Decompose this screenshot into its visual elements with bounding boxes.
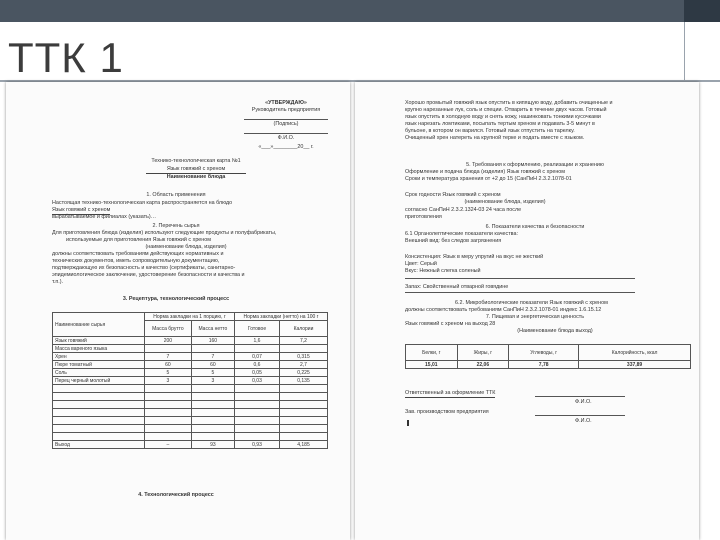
responsible-fio: Ф.И.О.	[575, 399, 592, 405]
table-cell	[235, 385, 280, 393]
section6-line: Консистенция: Язык в меру упругий на вкус не жесткий	[405, 254, 544, 260]
approve-role: Руководитель предприятия	[251, 107, 321, 113]
table-row	[53, 441, 328, 449]
table-cell	[53, 409, 145, 417]
table-cell	[191, 401, 234, 409]
table-header: Норма закладки (нетто) на 100 г	[235, 313, 328, 321]
table-cell	[279, 345, 327, 353]
document-page-right	[355, 82, 699, 540]
table-cell: 3	[145, 377, 192, 385]
section7-title: 7. Пищевая и энергетическая ценность	[485, 314, 585, 320]
table-cell	[279, 433, 327, 441]
table-cell: 0,07	[235, 353, 280, 361]
nutrition-table	[405, 344, 691, 369]
section1-line: Настоящая технико-технологическая карта распространяется на блюдо	[52, 200, 233, 206]
section1-line: Язык говяжий с хреном	[52, 207, 111, 213]
table-cell	[145, 433, 192, 441]
table-cell	[279, 425, 327, 433]
table-cell	[53, 425, 145, 433]
nutrition-header: Белки, г	[406, 345, 458, 361]
signature-line	[244, 119, 328, 120]
nutrition-header: Калорийность, ккал	[579, 345, 691, 361]
table-header: Готовое	[235, 321, 280, 337]
text-cursor-mark	[407, 420, 409, 426]
table-cell	[235, 393, 280, 401]
section6-line: Цвет: Серый	[405, 261, 437, 267]
table-cell: 0,135	[279, 377, 327, 385]
table-cell	[191, 425, 234, 433]
signature-line	[535, 415, 625, 416]
section2-line: Для приготовления блюда (изделия) используют следующие продукты и полуфабрикаты,	[52, 230, 277, 236]
section2-line: т.п.).	[52, 279, 64, 285]
table-cell: 4,185	[279, 441, 327, 449]
table-cell	[53, 433, 145, 441]
dish-name: Язык говяжий с хреном	[146, 166, 246, 174]
table-row	[53, 361, 328, 369]
table-cell: 3	[191, 377, 234, 385]
section7-line: (Наименование блюда выход)	[517, 328, 593, 334]
section2-line: должны соответствовать требованиям действующих нормативных и	[52, 251, 224, 257]
section1-line: вырабатываемое и филиалах (указать)…	[52, 214, 157, 220]
table-cell	[53, 393, 145, 401]
table-cell	[235, 345, 280, 353]
signature-line	[535, 396, 625, 397]
table-cell: 1,6	[235, 337, 280, 345]
nutrition-value: 337,89	[579, 361, 691, 369]
table-cell: 160	[191, 337, 234, 345]
table-cell: Соль	[53, 369, 145, 377]
table-header: Наименование сырья	[53, 313, 145, 337]
nutrition-value: 15,01	[406, 361, 458, 369]
section5-line: согласно СанПиН 2.3.2.1324-03 24 часа после	[405, 207, 522, 213]
table-cell	[235, 409, 280, 417]
microbiology-line: должны соответствовать требованиям СанПиН 2.3.2.1078-01 индекс 1.6.15.12	[405, 307, 602, 313]
table-cell	[145, 425, 192, 433]
manager-label: Зав. производством предприятия	[405, 409, 489, 415]
approve-date: «___»________20__ г.	[258, 144, 314, 150]
table-cell	[53, 385, 145, 393]
table-cell	[191, 393, 234, 401]
table-cell	[279, 409, 327, 417]
table-cell	[191, 385, 234, 393]
table-row	[53, 417, 328, 425]
table-row	[53, 433, 328, 441]
table-cell	[145, 417, 192, 425]
table-row	[53, 369, 328, 377]
nutrition-header: Углеводы, г	[509, 345, 579, 361]
nutrition-value: 22,06	[457, 361, 509, 369]
table-cell	[145, 393, 192, 401]
table-cell: 0,6	[235, 361, 280, 369]
table-cell	[145, 409, 192, 417]
microbiology-line: 6.2. Микробиологические показатели Язык говяжий с хреном	[455, 300, 608, 306]
section7-line: Язык говяжий с хреном на выход 28	[405, 321, 496, 327]
section2-line: подтверждающую их безопасность и качество (сертификаты, санитарно-	[52, 265, 236, 271]
separator-line	[405, 292, 635, 293]
section6-line: Вкус: Нежный слегка соленый	[405, 268, 481, 274]
table-header: Масса нетто	[191, 321, 234, 337]
table-cell	[279, 417, 327, 425]
table-cell	[191, 417, 234, 425]
recipe-table	[52, 312, 328, 449]
table-header: Калории	[279, 321, 327, 337]
approve-heading: «УТВЕРЖДАЮ»	[265, 100, 307, 106]
table-cell: 0,225	[279, 369, 327, 377]
table-cell: Перец черный молотый	[53, 377, 145, 385]
table-cell: Выход	[53, 441, 145, 449]
table-cell: 60	[145, 361, 192, 369]
table-cell: Язык говяжий	[53, 337, 145, 345]
table-cell	[53, 417, 145, 425]
responsible-label: Ответственный за оформление ТТК	[405, 390, 496, 396]
section5-line: Сроки и температура хранения от +2 до 15 (СанПиН 2.3.2.1078-01	[405, 176, 572, 182]
intro-line: Хорошо промытый говяжий язык опустить в кипящую воду, добавить очищенные и	[405, 100, 613, 106]
table-cell: 0,05	[235, 369, 280, 377]
table-cell: 93	[191, 441, 234, 449]
approve-signature: (Подпись)	[273, 121, 299, 127]
section6-line: 6.1 Органолептические показатели качества:	[405, 231, 518, 237]
section6-line: Запах: Свойственный отварной говядине	[405, 284, 509, 290]
table-cell: Масса вареного языка	[53, 345, 145, 353]
table-row	[53, 409, 328, 417]
table-cell	[145, 385, 192, 393]
section6-title: 6. Показатели качества и безопасности	[485, 224, 585, 230]
slide-title: ТТК 1	[8, 34, 124, 81]
table-cell	[235, 425, 280, 433]
intro-line: язык нарезать ломтиками, посыпать тертым хреном и подавать 3-5 минут в	[405, 121, 595, 127]
section5-line: (наименование блюда, изделия)	[464, 199, 546, 205]
section4-title: 4. Технологический процесс	[138, 492, 214, 498]
section5-title: 5. Требования к оформлению, реализации и хранению	[466, 162, 604, 168]
section6-line: Внешний вид: без следов загрязнения	[405, 238, 502, 244]
table-cell	[145, 345, 192, 353]
table-cell: 7,2	[279, 337, 327, 345]
nutrition-header: Жиры, г	[457, 345, 509, 361]
table-cell	[53, 401, 145, 409]
section2-title: 2. Перечень сырья	[152, 223, 200, 229]
table-cell: Пюре томатный	[53, 361, 145, 369]
table-row	[53, 353, 328, 361]
slide-top-bar	[0, 0, 720, 22]
manager-fio: Ф.И.О.	[575, 418, 592, 424]
slide-top-bar-accent	[684, 0, 720, 22]
approve-fio: Ф.И.О.	[277, 135, 295, 141]
table-cell: 5	[145, 369, 192, 377]
table-row	[53, 425, 328, 433]
dish-caption: Наименование блюда	[166, 174, 226, 180]
section2-line: (наименование блюда, изделия)	[145, 244, 227, 250]
section1-title: 1. Область применения	[146, 192, 206, 198]
separator-line	[405, 278, 635, 279]
table-cell: 7	[145, 353, 192, 361]
intro-line: Очищенный хрен натереть на крупной терке и подать вместе с языком.	[405, 135, 585, 141]
section2-line: используемые для приготовления Язык говяжий с хреном	[66, 237, 211, 243]
table-cell	[235, 417, 280, 425]
table-cell	[235, 433, 280, 441]
table-cell	[235, 401, 280, 409]
section3-title: 3. Рецептура, технологический процесс	[122, 296, 230, 302]
slide-vertical-rule	[684, 22, 685, 82]
section5-line: приготовления	[405, 214, 442, 220]
table-header: Норма закладки на 1 порцию, г	[145, 313, 235, 321]
table-cell: 7	[191, 353, 234, 361]
section2-line: эпидемиологическое заключение, удостоверение безопасности и качества и	[52, 272, 245, 278]
table-row	[53, 393, 328, 401]
table-cell: 200	[145, 337, 192, 345]
table-cell: 0,315	[279, 353, 327, 361]
table-cell: 60	[191, 361, 234, 369]
table-row	[53, 377, 328, 385]
intro-line: бульоне, в котором он варился. Готовый язык отпустить на тарелку.	[405, 128, 575, 134]
table-row	[53, 385, 328, 393]
name-line	[244, 133, 328, 134]
table-row	[53, 345, 328, 353]
table-cell	[145, 401, 192, 409]
table-cell	[191, 433, 234, 441]
section5-line: Оформление и подача блюда (изделия) Язык говяжий с хреном	[405, 169, 565, 175]
section5-line: Срок годности Язык говяжий с хреном	[405, 192, 501, 198]
document-page-left	[6, 82, 350, 540]
table-cell	[279, 393, 327, 401]
intro-line: язык опустить в холодную воду и снять кожу, нашинковать тонкими кусочками	[405, 114, 601, 120]
table-cell: 0,93	[235, 441, 280, 449]
intro-line: крупно нарезанные лук, соль и специи. Отварить в течение двух часов. Готовый	[405, 107, 607, 113]
table-cell: 5	[191, 369, 234, 377]
table-cell	[191, 345, 234, 353]
table-row	[53, 401, 328, 409]
card-title: Технико-технологическая карта №1	[151, 158, 241, 164]
table-cell: –	[145, 441, 192, 449]
table-cell	[279, 401, 327, 409]
table-header: Масса брутто	[145, 321, 192, 337]
table-cell: 0,03	[235, 377, 280, 385]
section2-line: технических документов, иметь сопроводительную документацию,	[52, 258, 220, 264]
table-row	[53, 337, 328, 345]
table-cell: Хрен	[53, 353, 145, 361]
table-cell	[191, 409, 234, 417]
nutrition-value: 7,78	[509, 361, 579, 369]
table-cell	[279, 385, 327, 393]
table-cell: 2,7	[279, 361, 327, 369]
